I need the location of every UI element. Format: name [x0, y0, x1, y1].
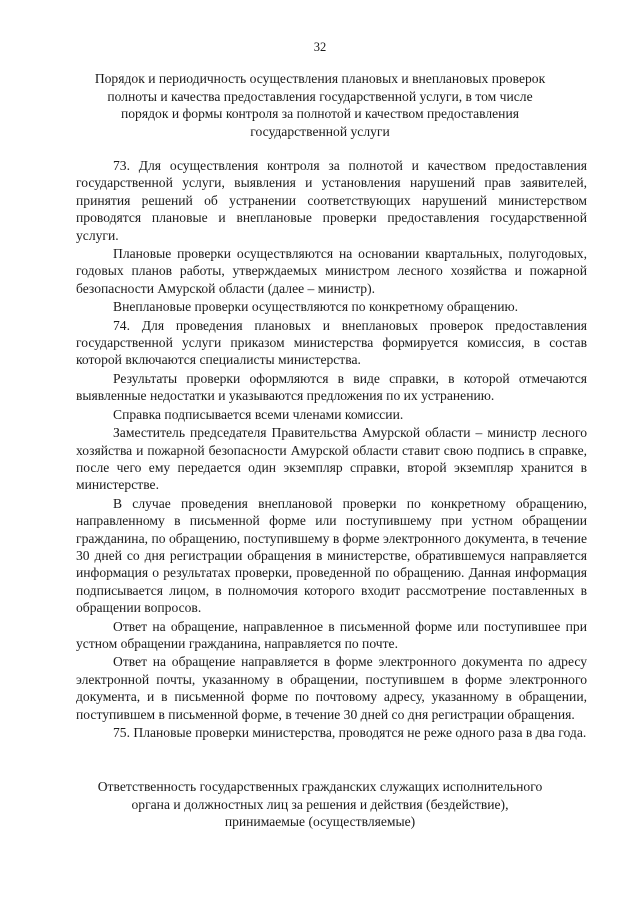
paragraph-unplanned-case: В случае проведения внеплановой проверки по конкретному обращению, направленному в письменной форме или поступившему при устном обращении гражданина, по обращению, поступившему в форме электронного документа, в течение 30 дней со дня регистрации обращения в министерстве, обратившемуся направляется информация о результатах проверки, проведенной по обращению. Данная информация подписывается лицом, в полномочия которого входит рассмотрение поставленных в обращении вопросов.: [76, 495, 587, 616]
section-heading: Порядок и периодичность осуществления плановых и внеплановых проверок полноты и качества предоставления государственной услуги, в том числе порядок и формы контроля за полнотой и качеством предоставления государственной услуги: [94, 71, 546, 139]
paragraph-response-electronic: Ответ на обращение направляется в форме электронного документа по адресу электронной почты, указанному в обращении, поступившем в форме электронного документа, и в письменной форме по почтовому адресу, указанному в обращении, поступившем в письменной форме, в течение 30 дней со дня регистрации обращения.: [76, 654, 587, 722]
document-body: [76, 157, 587, 741]
paragraph-deputy-chairman: Заместитель председателя Правительства Амурской области – министр лесного хозяйства и пожарной безопасности Амурской области ставит свою подпись в справке, после чего ему передается один экземпляр справки, второй экземпляр хранится в министерстве.: [76, 425, 587, 493]
paragraph-response-post: Ответ на обращение, направленное в письменной форме или поступившее при устном обращении гражданина, направляется по почте.: [76, 618, 587, 651]
page-number: 32: [313, 40, 327, 54]
paragraph-planned-checks: Плановые проверки осуществляются на основании квартальных, полугодовых, годовых планов работы, утверждаемых министром лесного хозяйства и пожарной безопасности Амурской области (далее – министр).: [76, 246, 587, 296]
paragraph-results: Результаты проверки оформляются в виде справки, в которой отмечаются выявленные недостатки и указываются предложения по их устранению.: [76, 370, 587, 404]
paragraph-73: 73. Для осуществления контроля за полнотой и качеством предоставления государственной услуги, выявления и установления нарушений прав заявителей, принятия решений об устранении соответствующих нарушений министерством проводятся плановые и внеплановые проверки предоставления государственной услуги.: [76, 158, 587, 243]
paragraph-75: 75. Плановые проверки министерства, проводятся не реже одного раза в два года.: [113, 725, 587, 740]
paragraph-signature: Справка подписывается всеми членами комиссии.: [113, 406, 404, 422]
paragraph-74: 74. Для проведения плановых и внеплановых проверок предоставления государственной услуги приказом министерства формируется комиссия, в состав которой включаются специалисты министерства.: [76, 317, 587, 368]
section-heading-responsibility: Ответственность государственных гражданских служащих исполнительного органа и должностных лиц за решения и действия (бездействие), принимаемые (осуществляемые): [97, 779, 543, 829]
paragraph-unplanned-checks: Внеплановые проверки осуществляются по конкретному обращению.: [113, 299, 519, 315]
